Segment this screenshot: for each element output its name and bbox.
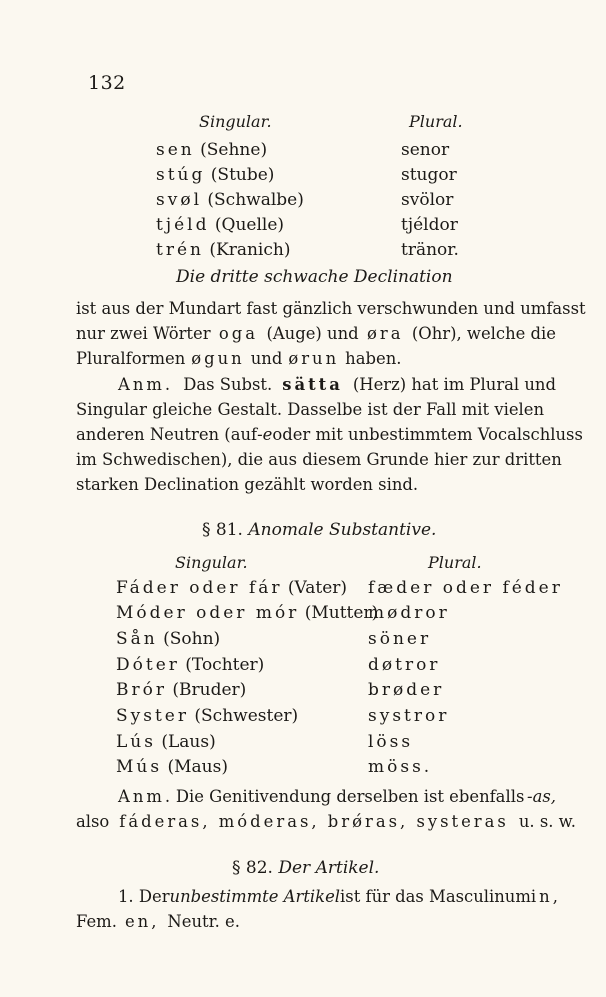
word-spaced: sätta <box>282 375 343 394</box>
paragraph-line <box>76 809 576 834</box>
plural-word: mødror <box>368 603 450 623</box>
singular-word: Fáder oder fár <box>116 578 283 598</box>
singular-word: Mús <box>116 757 163 777</box>
singular-word: Syster <box>116 706 189 726</box>
plural-word: svölor <box>401 190 454 210</box>
text: (Auge) und <box>266 324 359 343</box>
singular-gloss: (Sehne) <box>200 140 268 160</box>
text: (Ohr), welche die <box>411 324 556 343</box>
singular-word: stúg <box>156 165 206 185</box>
page-number: 132 <box>88 72 126 94</box>
table2-row <box>0 603 606 629</box>
singular-gloss: (Schwalbe) <box>207 190 304 210</box>
table1-row <box>0 190 606 216</box>
paragraph <box>76 884 561 934</box>
plural-word: tränor. <box>401 240 459 260</box>
word-spaced: øra <box>367 324 404 343</box>
word-spaced: oga <box>218 324 259 343</box>
table2-header-singular: Singular. <box>175 553 248 572</box>
text: Pluralformen <box>76 349 186 368</box>
note-paragraph <box>76 784 576 834</box>
plural-word: tjéldor <box>401 215 458 235</box>
text: im Schwedischen), die aus diesem Grunde hier zur dritten <box>76 450 562 469</box>
singular-gloss: (Vater) <box>287 578 348 598</box>
singular-word: svøl <box>156 190 202 210</box>
text: Neutr. e. <box>167 912 240 931</box>
text: 1. Der <box>118 887 170 906</box>
text: anderen Neutren (auf <box>76 425 258 444</box>
singular-gloss: (Mutter) <box>304 603 379 623</box>
paragraph-line <box>76 397 556 422</box>
paragraph-line <box>76 321 556 346</box>
section-number: § 82. <box>232 858 273 878</box>
singular-gloss: (Tochter) <box>185 655 265 675</box>
paragraph <box>76 296 586 371</box>
singular-word: sen <box>156 140 195 160</box>
paragraph-line <box>76 884 561 909</box>
table2-header-plural: Plural. <box>428 553 482 572</box>
singular-word: Móder oder mór <box>116 603 300 623</box>
singular-gloss: (Laus) <box>161 732 216 752</box>
text: Fem. <box>76 912 117 931</box>
table1-row <box>0 240 606 266</box>
singular-gloss: (Schwester) <box>194 706 299 726</box>
word-spaced: fáderas, móderas, brǿras, systeras <box>119 812 509 831</box>
paragraph-line <box>76 372 556 397</box>
table1-header-plural: Plural. <box>409 112 463 131</box>
table2-row <box>0 680 606 706</box>
plural-word: stugor <box>401 165 457 185</box>
text: Das Subst. <box>183 375 273 394</box>
singular-gloss: (Quelle) <box>214 215 285 235</box>
paragraph-line <box>76 472 556 497</box>
plural-word: fæder oder féder <box>368 578 563 598</box>
table2-row <box>0 732 606 758</box>
table1-header-singular: Singular. <box>199 112 272 131</box>
declination-heading: Die dritte schwache Declination <box>176 267 453 287</box>
singular-gloss: (Maus) <box>167 757 228 777</box>
singular-gloss: (Kranich) <box>209 240 291 260</box>
section-title: Der Artikel. <box>278 858 380 878</box>
text-italic: -as, <box>527 787 556 806</box>
text: starken Declination gezählt worden sind. <box>76 475 419 494</box>
text: Die Genitivendung derselben ist ebenfalls <box>175 787 525 806</box>
paragraph-line <box>76 784 556 809</box>
text: u. s. w. <box>518 812 576 831</box>
word-spaced: in, <box>530 887 561 906</box>
singular-gloss: (Stube) <box>210 165 275 185</box>
singular-word: Brór <box>116 680 167 700</box>
singular-gloss: (Bruder) <box>172 680 247 700</box>
word-spaced: en, <box>124 912 160 931</box>
text-italic: -e <box>257 425 273 444</box>
note-paragraph <box>76 372 583 497</box>
paragraph-line <box>76 422 583 447</box>
text: ist für das Masculinum <box>340 887 531 906</box>
plural-word: døtror <box>368 655 441 675</box>
table1-row <box>0 140 606 166</box>
table2-row <box>0 655 606 681</box>
table2-row <box>0 706 606 732</box>
section-title: Anomale Substantive. <box>248 520 437 540</box>
paragraph-line <box>76 296 586 321</box>
singular-word: Sån <box>116 629 158 649</box>
singular-word: Dóter <box>116 655 180 675</box>
table1-row <box>0 165 606 191</box>
plural-word: löss <box>368 732 414 752</box>
text: (Herz) hat im Plural und <box>352 375 556 394</box>
text: ist aus der Mundart fast gänzlich verschwunden und umfasst <box>76 299 586 318</box>
plural-word: möss. <box>368 757 433 777</box>
note-label: Anm. <box>118 375 174 394</box>
table2-row <box>0 757 606 783</box>
plural-word: brøder <box>368 680 445 700</box>
text: und <box>250 349 283 368</box>
paragraph-line <box>76 346 556 371</box>
table2-row <box>0 578 606 604</box>
singular-gloss: (Sohn) <box>163 629 221 649</box>
singular-word: Lús <box>116 732 156 752</box>
section-heading <box>202 520 436 540</box>
plural-word: söner <box>368 629 432 649</box>
paragraph-line <box>76 447 562 472</box>
text: also <box>76 812 110 831</box>
singular-word: tjéld <box>156 215 210 235</box>
table1-row <box>0 215 606 241</box>
paragraph-line <box>76 909 556 934</box>
section-number: § 81. <box>202 520 243 540</box>
word-spaced: øgun <box>191 349 245 368</box>
singular-word: trén <box>156 240 204 260</box>
plural-word: systror <box>368 706 450 726</box>
text-italic: unbestimmte Artikel <box>169 887 341 906</box>
text: oder mit unbestimmtem Vocalschluss <box>272 425 583 444</box>
text: nur zwei Wörter <box>76 324 211 343</box>
table2-row <box>0 629 606 655</box>
word-spaced: ørun <box>288 349 340 368</box>
note-label: Anm. <box>118 787 174 806</box>
text: Singular gleiche Gestalt. Dasselbe ist der Fall mit vielen <box>76 400 545 419</box>
plural-word: senor <box>401 140 450 160</box>
text: haben. <box>345 349 402 368</box>
section-heading <box>232 858 379 878</box>
